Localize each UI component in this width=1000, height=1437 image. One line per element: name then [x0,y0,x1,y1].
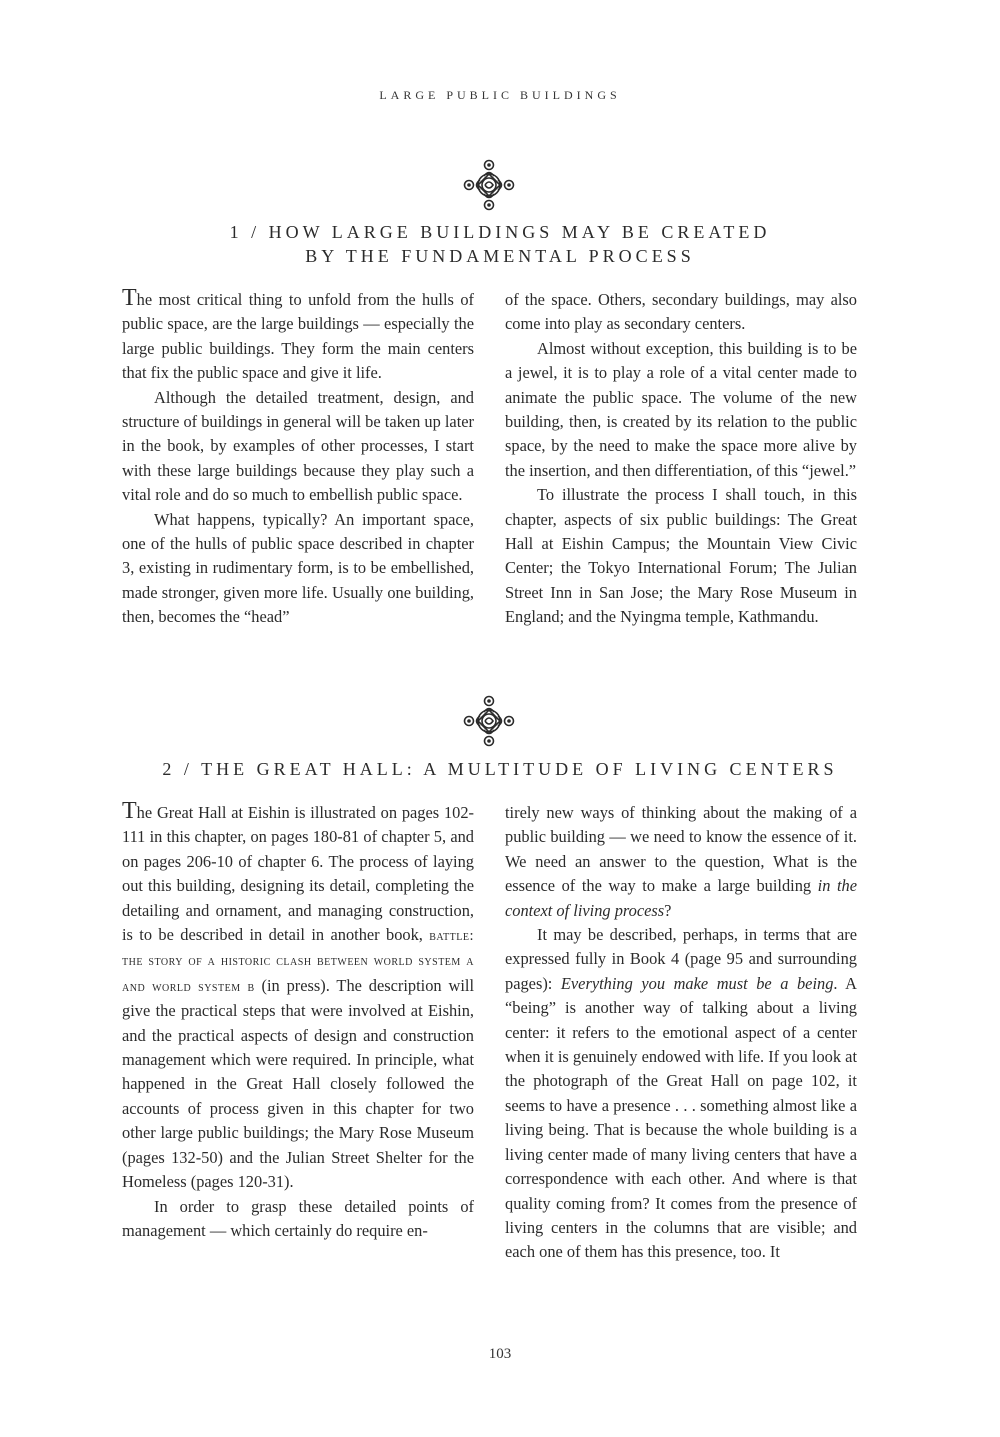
book-title: battle: the story of a historic clash between world system a and world system b [122,928,474,995]
celtic-knot-ornament-icon [462,694,516,748]
section1-right-column [505,288,857,630]
section1-title [0,220,1000,268]
drop-cap: T [122,285,137,311]
section1-left-paragraph-2: Although the detailed treatment, design, and structure of buildings in general will be taken up later in the book, by examples of other processes, I start with these large buildings because they play such a vital role and do so much to embellish public space. [122,387,474,505]
drop-cap: T [122,798,137,824]
section2-right-paragraph-2: It may be described, perhaps, in terms that are expressed fully in Book 4 (page 95 and surrounding pages): Everything you make must be a being. A “being” is another way of talking about a living center: it refers to the emotional aspect of a center when it is genuinely endowed with life. If you look at the photograph of the Great Hall on page 102, it seems to have a presence . . . something almost like a living being. That is because the whole building is a living center made of many living centers that have a correspondence with each other. And where is that quality coming from? It comes from the presence of living centers in the columns that are visible; and each one of them has this presence, too. It [505,925,857,1262]
emphasis: Everything you make must be a being [560,973,834,993]
celtic-knot-ornament-icon [462,158,516,212]
section2-left-column [122,798,474,1243]
section1-left-column [122,285,474,630]
section1-left-paragraph-3: What happens, typically? An important space, one of the hulls of public space described in chapter 3, existing in rudimentary form, is to be embellished, made stronger, given more life. Usually one building, then, becomes the “head” [122,509,474,627]
section1-right-paragraph-3: To illustrate the process I shall touch, in this chapter, aspects of six public buildings: The Great Hall at Eishin Campus; the Mountain View Civic Center; the Tokyo International Forum; The Julian Street Inn in San Jose; the Mary Rose Museum in England; and the Nyingma temple, Kathmandu. [505,485,857,627]
section1-title-line2: BY THE FUNDAMENTAL PROCESS [305,246,695,266]
section1-right-paragraph-1: of the space. Others, secondary buildings, may also come into play as secondary centers. [505,290,857,334]
section1-title-line1: 1 / HOW LARGE BUILDINGS MAY BE CREATED [229,222,771,242]
section2-right-column [505,801,857,1265]
section1-left-paragraph-1: The most critical thing to unfold from the hulls of public space, are the large buildings — especially the large public buildings. They form the main centers that fix the public space and give it life. [122,285,474,383]
section2-left-paragraph-2: In order to grasp these detailed points of management — which certainly do require en- [122,1196,474,1240]
section2-title: 2 / THE GREAT HALL: A MULTITUDE OF LIVING CENTERS [162,759,838,779]
section2-left-paragraph-1: The Great Hall at Eishin is illustrated on pages 102-111 in this chapter, on pages 180-81 of chapter 5, and on pages 206-10 of chapter 6. The process of laying out this building, designing its detail, completing the detailing and ornament, and managing construction, is to be described in detail in another book, battle: the story of a historic clash between world system a and world system b (in press). The description will give the practical steps that were involved at Eishin, and the practical aspects of design and construction management which were required. In principle, what happened in the Great Hall closely followed the accounts of process given in this chapter for two other large public buildings; the Mary Rose Museum (pages 132-50) and the Julian Street Shelter for the Homeless (pages 120-31). [122,798,474,1192]
section1-right-paragraph-2: Almost without exception, this building is to be a jewel, it is to play a role of a vital center made to animate the public space. The volume of the new building, then, is created by its relation to the public space, by the need to make the space more alive by the insertion, and then differentiation, of this “jewel.” [505,338,857,480]
running-head: LARGE PUBLIC BUILDINGS [379,88,621,102]
section2-right-paragraph-1: tirely new ways of thinking about the making of a public building — we need to know the essence of it. We need an answer to the question, What is the essence of the way to make a large building in the context of living process? [505,803,857,920]
emphasis: in the context of living process [505,876,857,920]
page-number: 103 [488,1346,512,1362]
